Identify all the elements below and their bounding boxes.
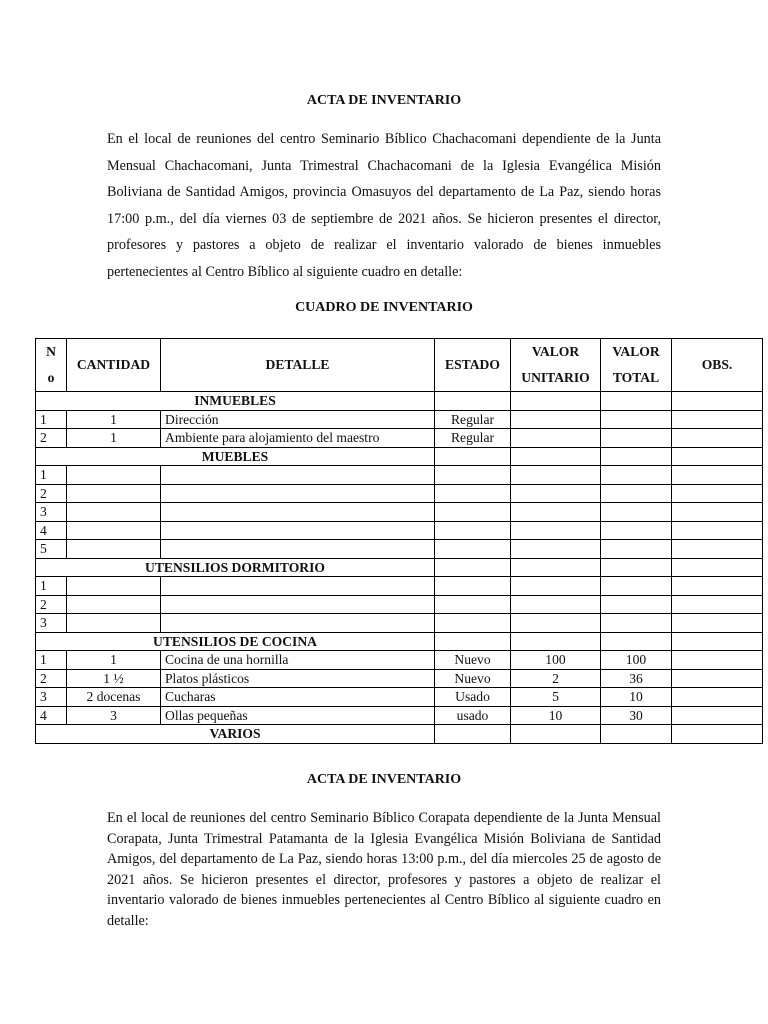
cell-obs: [672, 706, 763, 725]
table-row: [36, 651, 763, 670]
section-label-varios: VARIOS: [36, 725, 435, 744]
cell-no: 2: [36, 669, 67, 688]
table-row: [36, 669, 763, 688]
section-row: [36, 392, 763, 411]
cell-no: 4: [36, 521, 67, 540]
cell-no: 2: [36, 429, 67, 448]
acta-title-2: ACTA DE INVENTARIO: [306, 772, 462, 787]
cell-valor-unitario: 5: [511, 688, 601, 707]
cell-cantidad: 1: [67, 410, 161, 429]
table-row: [36, 521, 763, 540]
cell-no: 3: [36, 614, 67, 633]
section-label-inmuebles: INMUEBLES: [36, 392, 435, 411]
header-cantidad: CANTIDAD: [67, 339, 161, 392]
header-no: N o: [36, 339, 67, 392]
table-row: [36, 484, 763, 503]
cell-valor-total: 30: [601, 706, 672, 725]
table-row: [36, 429, 763, 448]
acta-title-1: ACTA DE INVENTARIO: [306, 93, 462, 108]
table-row: [36, 410, 763, 429]
inventory-table: [35, 338, 763, 744]
cell-cantidad: 3: [67, 706, 161, 725]
cell-valor-total: 10: [601, 688, 672, 707]
cell-cantidad: 1: [67, 429, 161, 448]
cell-valor-total: [601, 429, 672, 448]
section-row: [36, 447, 763, 466]
table-row: [36, 577, 763, 596]
cell-detalle: Platos plásticos: [161, 669, 435, 688]
table-row: [36, 540, 763, 559]
acta-paragraph-1: En el local de reuniones del centro Seminario Bíblico Chachacomani dependiente de la Junta Mensual Chachacomani, Junta Trimestral Chachacomani de la Iglesia Evangélica Misión Boliviana de Santidad Amigos, provincia Omasuyos del departamento de La Paz, siendo horas 17:00 p.m., del día viernes 03 de septiembre de 2021 años. Se hicieron presentes el director, profesores y pastores a objeto de realizar el inventario valorado de bienes inmuebles pertenecientes al Centro Bíblico al siguiente cuadro en detalle:: [107, 131, 661, 280]
cell-detalle: Ollas pequeñas: [161, 706, 435, 725]
header-estado: ESTADO: [435, 339, 511, 392]
table-row: [36, 688, 763, 707]
header-obs: OBS.: [672, 339, 763, 392]
cell-estado: Usado: [435, 688, 511, 707]
cell-no: 2: [36, 595, 67, 614]
table-header-row: [36, 339, 763, 392]
cell-detalle: Cucharas: [161, 688, 435, 707]
section-label-cocina: UTENSILIOS DE COCINA: [36, 632, 435, 651]
cell-valor-total: [601, 410, 672, 429]
cell-estado: Regular: [435, 410, 511, 429]
cell-detalle: Ambiente para alojamiento del maestro: [161, 429, 435, 448]
table-row: [36, 503, 763, 522]
table-row: [36, 706, 763, 725]
header-valor-total: VALOR TOTAL: [601, 339, 672, 392]
cell-cantidad: 1: [67, 651, 161, 670]
table-row: [36, 595, 763, 614]
cell-no: 2: [36, 484, 67, 503]
cell-valor-unitario: 2: [511, 669, 601, 688]
cell-no: 1: [36, 410, 67, 429]
section-row: [36, 558, 763, 577]
header-valor-unitario: VALOR UNITARIO: [511, 339, 601, 392]
section-label-dormitorio: UTENSILIOS DORMITORIO: [36, 558, 435, 577]
cell-obs: [672, 651, 763, 670]
cell-obs: [672, 688, 763, 707]
table-row: [36, 614, 763, 633]
cell-valor-unitario: [511, 410, 601, 429]
cell-obs: [672, 669, 763, 688]
cell-obs: [672, 429, 763, 448]
cell-no: 5: [36, 540, 67, 559]
cell-no: 1: [36, 466, 67, 485]
cell-valor-unitario: 10: [511, 706, 601, 725]
cell-no: 1: [36, 651, 67, 670]
cell-obs: [672, 410, 763, 429]
section-row: [36, 632, 763, 651]
cell-estado: Regular: [435, 429, 511, 448]
cell-estado: Nuevo: [435, 669, 511, 688]
acta-paragraph-2: En el local de reuniones del centro Seminario Bíblico Corapata dependiente de la Junta Mensual Corapata, Junta Trimestral Patamanta de la Iglesia Evangélica Misión Boliviana de Santidad Amigos, del departamento de La Paz, siendo horas 13:00 p.m., del día miercoles 25 de agosto de 2021 años. Se hicieron presentes el director, profesores y pastores a objeto de realizar el inventario valorado de bienes inmuebles pertenecientes al Centro Bíblico al siguiente cuadro en detalle:: [107, 810, 661, 929]
header-detalle: DETALLE: [161, 339, 435, 392]
section-label-muebles: MUEBLES: [36, 447, 435, 466]
cell-no: 1: [36, 577, 67, 596]
table-row: [36, 466, 763, 485]
section-row: [36, 725, 763, 744]
cell-detalle: Cocina de una hornilla: [161, 651, 435, 670]
cell-estado: usado: [435, 706, 511, 725]
cuadro-title: CUADRO DE INVENTARIO: [295, 300, 473, 315]
cell-valor-unitario: [511, 429, 601, 448]
cell-estado: Nuevo: [435, 651, 511, 670]
cell-valor-total: 100: [601, 651, 672, 670]
cell-no: 4: [36, 706, 67, 725]
cell-detalle: Dirección: [161, 410, 435, 429]
cell-valor-unitario: 100: [511, 651, 601, 670]
cell-cantidad: 1 ½: [67, 669, 161, 688]
cell-no: 3: [36, 503, 67, 522]
cell-no: 3: [36, 688, 67, 707]
cell-cantidad: 2 docenas: [67, 688, 161, 707]
cell-valor-total: 36: [601, 669, 672, 688]
